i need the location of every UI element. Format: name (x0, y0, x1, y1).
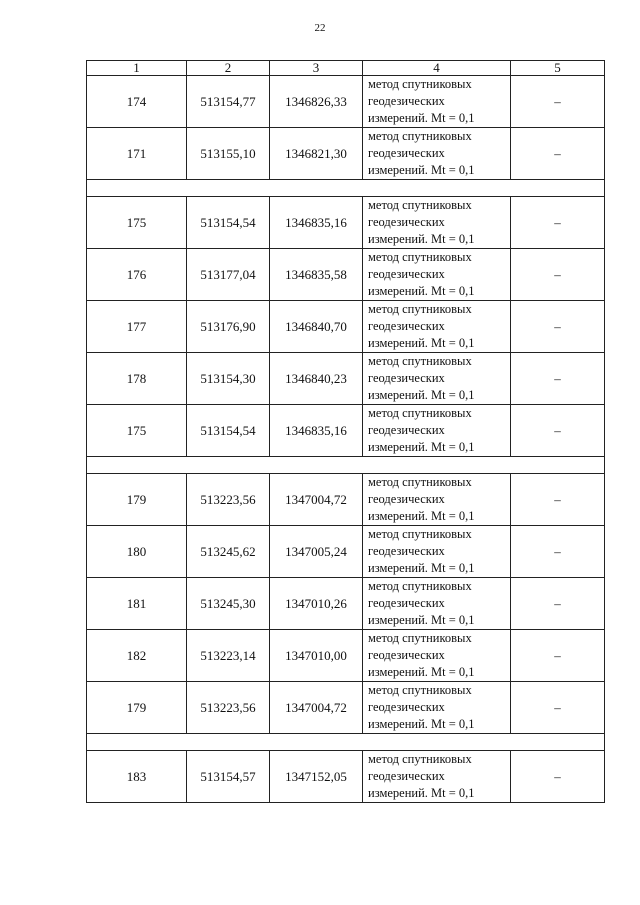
table-row (87, 474, 605, 526)
table-row (87, 249, 605, 301)
method-line: измерений. Mt = 0,1 (368, 786, 475, 800)
column-header-4: 4 (363, 61, 511, 76)
accuracy-cell: – (511, 197, 605, 249)
point-number-cell: 178 (87, 353, 187, 405)
method-line: метод спутниковых (368, 302, 472, 316)
point-number-cell: 181 (87, 578, 187, 630)
method-line: метод спутниковых (368, 475, 472, 489)
method-line: геодезических (368, 319, 445, 333)
method-cell (363, 76, 511, 128)
point-number-cell: 183 (87, 751, 187, 803)
method-line: метод спутниковых (368, 77, 472, 91)
table-header-row (87, 61, 605, 76)
method-line: метод спутниковых (368, 354, 472, 368)
table-separator-row (87, 734, 605, 751)
table-row (87, 76, 605, 128)
y-coordinate-cell: 1346835,16 (270, 405, 363, 457)
separator-cell (87, 734, 605, 751)
method-line: измерений. Mt = 0,1 (368, 232, 475, 246)
y-coordinate-cell: 1346821,30 (270, 128, 363, 180)
table-row (87, 405, 605, 457)
method-cell (363, 578, 511, 630)
x-coordinate-cell: 513245,30 (187, 578, 270, 630)
method-line: геодезических (368, 267, 445, 281)
method-line: метод спутниковых (368, 198, 472, 212)
x-coordinate-cell: 513245,62 (187, 526, 270, 578)
method-cell (363, 682, 511, 734)
method-line: измерений. Mt = 0,1 (368, 665, 475, 679)
point-number-cell: 171 (87, 128, 187, 180)
table-row (87, 630, 605, 682)
accuracy-cell: – (511, 405, 605, 457)
y-coordinate-cell: 1346840,23 (270, 353, 363, 405)
method-line: геодезических (368, 648, 445, 662)
accuracy-cell: – (511, 301, 605, 353)
method-line: метод спутниковых (368, 752, 472, 766)
method-line: измерений. Mt = 0,1 (368, 613, 475, 627)
method-cell (363, 751, 511, 803)
method-line: геодезических (368, 215, 445, 229)
table-row (87, 301, 605, 353)
x-coordinate-cell: 513176,90 (187, 301, 270, 353)
method-line: измерений. Mt = 0,1 (368, 509, 475, 523)
method-line: метод спутниковых (368, 406, 472, 420)
column-header-2: 2 (187, 61, 270, 76)
accuracy-cell: – (511, 249, 605, 301)
method-line: измерений. Mt = 0,1 (368, 111, 475, 125)
point-number-cell: 177 (87, 301, 187, 353)
method-line: геодезических (368, 544, 445, 558)
y-coordinate-cell: 1347005,24 (270, 526, 363, 578)
method-cell (363, 197, 511, 249)
method-line: измерений. Mt = 0,1 (368, 388, 475, 402)
x-coordinate-cell: 513223,56 (187, 474, 270, 526)
table-row (87, 353, 605, 405)
method-cell (363, 405, 511, 457)
method-cell (363, 353, 511, 405)
x-coordinate-cell: 513154,57 (187, 751, 270, 803)
accuracy-cell: – (511, 474, 605, 526)
method-line: измерений. Mt = 0,1 (368, 336, 475, 350)
y-coordinate-cell: 1346835,16 (270, 197, 363, 249)
table-separator-row (87, 180, 605, 197)
method-line: измерений. Mt = 0,1 (368, 561, 475, 575)
method-line: измерений. Mt = 0,1 (368, 284, 475, 298)
x-coordinate-cell: 513154,54 (187, 405, 270, 457)
x-coordinate-cell: 513155,10 (187, 128, 270, 180)
y-coordinate-cell: 1346840,70 (270, 301, 363, 353)
x-coordinate-cell: 513223,14 (187, 630, 270, 682)
method-cell (363, 128, 511, 180)
table-row (87, 526, 605, 578)
y-coordinate-cell: 1346835,58 (270, 249, 363, 301)
accuracy-cell: – (511, 578, 605, 630)
method-line: геодезических (368, 492, 445, 506)
x-coordinate-cell: 513223,56 (187, 682, 270, 734)
table-row (87, 578, 605, 630)
method-line: метод спутниковых (368, 683, 472, 697)
point-number-cell: 175 (87, 197, 187, 249)
separator-cell (87, 180, 605, 197)
table-separator-row (87, 457, 605, 474)
column-header-1: 1 (87, 61, 187, 76)
y-coordinate-cell: 1347004,72 (270, 682, 363, 734)
x-coordinate-cell: 513154,30 (187, 353, 270, 405)
x-coordinate-cell: 513177,04 (187, 249, 270, 301)
accuracy-cell: – (511, 128, 605, 180)
point-number-cell: 182 (87, 630, 187, 682)
method-line: геодезических (368, 371, 445, 385)
method-line: геодезических (368, 700, 445, 714)
method-line: метод спутниковых (368, 527, 472, 541)
table-body (87, 76, 605, 803)
point-number-cell: 176 (87, 249, 187, 301)
method-line: метод спутниковых (368, 129, 472, 143)
method-line: геодезических (368, 94, 445, 108)
point-number-cell: 174 (87, 76, 187, 128)
method-line: измерений. Mt = 0,1 (368, 440, 475, 454)
method-cell (363, 630, 511, 682)
method-cell (363, 474, 511, 526)
coordinates-table (86, 60, 605, 803)
separator-cell (87, 457, 605, 474)
accuracy-cell: – (511, 751, 605, 803)
method-line: геодезических (368, 423, 445, 437)
page-number: 22 (314, 22, 326, 34)
table-row (87, 197, 605, 249)
x-coordinate-cell: 513154,77 (187, 76, 270, 128)
y-coordinate-cell: 1347152,05 (270, 751, 363, 803)
accuracy-cell: – (511, 630, 605, 682)
accuracy-cell: – (511, 76, 605, 128)
method-line: измерений. Mt = 0,1 (368, 163, 475, 177)
y-coordinate-cell: 1347004,72 (270, 474, 363, 526)
accuracy-cell: – (511, 526, 605, 578)
column-header-5: 5 (511, 61, 605, 76)
table-row (87, 751, 605, 803)
method-cell (363, 526, 511, 578)
point-number-cell: 179 (87, 474, 187, 526)
method-line: геодезических (368, 596, 445, 610)
y-coordinate-cell: 1347010,26 (270, 578, 363, 630)
y-coordinate-cell: 1347010,00 (270, 630, 363, 682)
method-cell (363, 249, 511, 301)
method-line: метод спутниковых (368, 579, 472, 593)
method-line: геодезических (368, 146, 445, 160)
accuracy-cell: – (511, 353, 605, 405)
table-row (87, 128, 605, 180)
method-line: метод спутниковых (368, 250, 472, 264)
y-coordinate-cell: 1346826,33 (270, 76, 363, 128)
method-line: геодезических (368, 769, 445, 783)
column-header-3: 3 (270, 61, 363, 76)
point-number-cell: 175 (87, 405, 187, 457)
method-line: измерений. Mt = 0,1 (368, 717, 475, 731)
accuracy-cell: – (511, 682, 605, 734)
method-line: метод спутниковых (368, 631, 472, 645)
point-number-cell: 179 (87, 682, 187, 734)
x-coordinate-cell: 513154,54 (187, 197, 270, 249)
method-cell (363, 301, 511, 353)
table-row (87, 682, 605, 734)
point-number-cell: 180 (87, 526, 187, 578)
